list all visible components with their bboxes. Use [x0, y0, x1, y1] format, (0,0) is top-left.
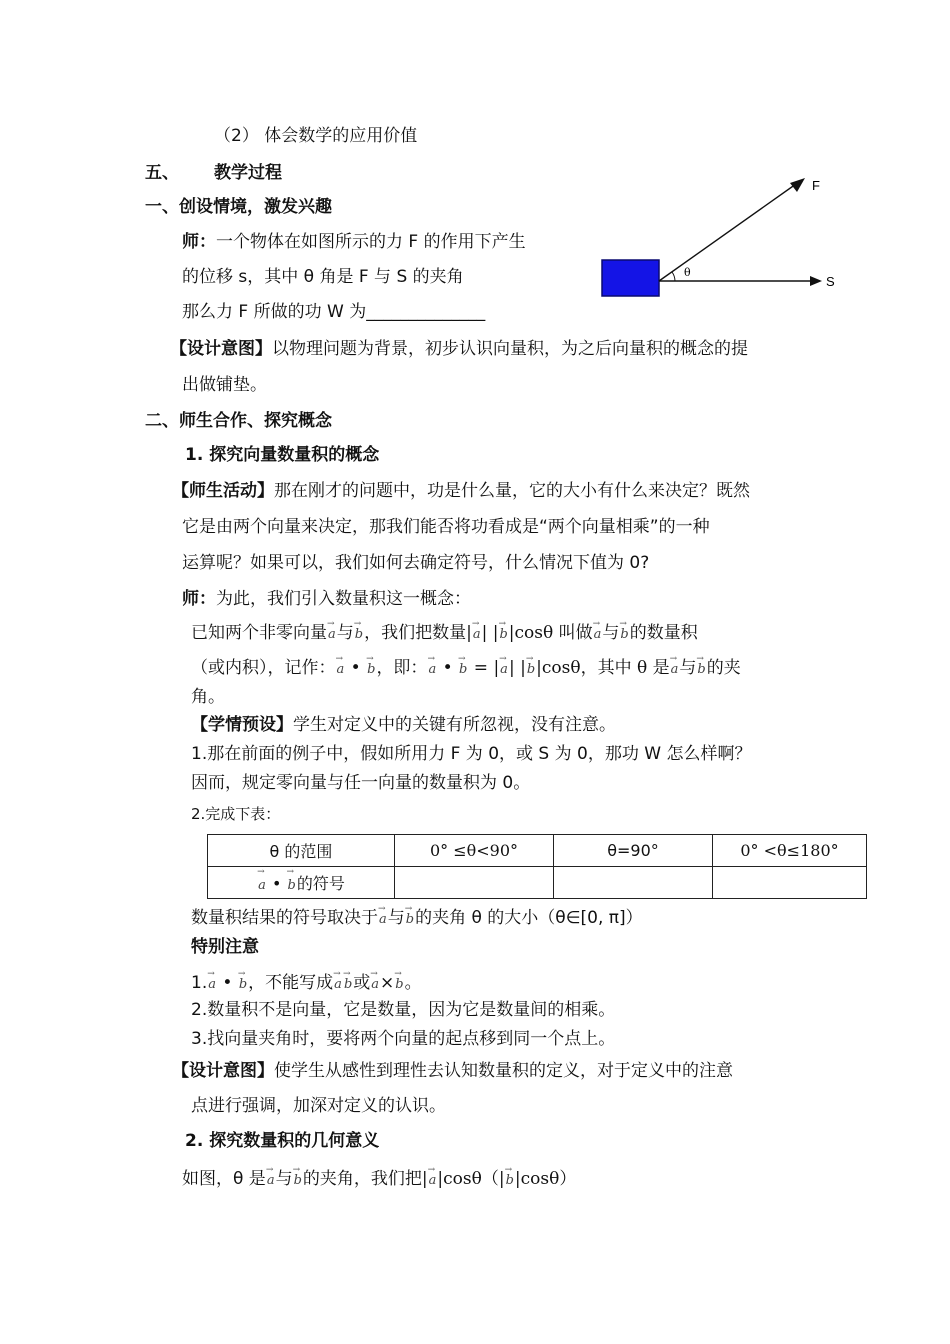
activity-line-1: 【师生活动】那在刚才的问题中，功是什么量，它的大小有什么来决定？既然	[172, 481, 750, 501]
note-3: 3.找向量夹角时，要将两个向量的起点移到同一个点上。	[191, 1029, 616, 1049]
table-row	[208, 867, 867, 899]
definition-line-2: （或内积），记作：→ a • → b，即：→ a • → b = |→ a| |→ b|cosθ，其中 θ 是→ a与→ b的夹	[191, 652, 741, 682]
design-intent-1-line-1: 【设计意图】以物理问题为背景，初步认识向量积，为之后向量积的概念的提	[170, 339, 748, 359]
definition-line-3: 角。	[191, 687, 225, 707]
question-1: 1.那在前面的例子中，假如所用力 F 为 0，或 S 为 0，那功 W 怎么样啊？	[191, 744, 752, 764]
geometric-meaning-line: 如图，θ 是→ a与→ b的夹角，我们把|→ a|cosθ（|→ b|cosθ）	[182, 1163, 576, 1193]
section-five-number: 五、	[145, 163, 179, 183]
force-diagram	[600, 170, 850, 310]
design-intent-2-line-2: 点进行强调，加深对定义的认识。	[191, 1096, 446, 1116]
definition-line-1: 已知两个非零向量→ a与→ b，我们把数量|→ a| |→ b|cosθ 叫做→ a与→ b的数量积	[191, 617, 698, 647]
answer-blank: ______________	[366, 302, 486, 322]
teacher-line-3: 那么力 F 所做的功 W 为______________	[182, 302, 486, 322]
teacher-line-1: 师：一个物体在如图所示的力 F 的作用下产生	[182, 232, 526, 252]
section-one-title: 一、创设情境，激发兴趣	[145, 197, 332, 217]
table-header-range: θ 的范围	[208, 835, 395, 867]
force-label: F	[812, 178, 820, 193]
design-intent-1-line-2: 出做铺垫。	[182, 375, 267, 395]
table-cell-empty[interactable]	[554, 867, 713, 899]
object-block	[602, 260, 659, 296]
note-1: 1.→ a • → b，不能写成→ a→ b或→ a×→ b。	[191, 967, 422, 997]
teacher-intro-line: 师：为此，我们引入数量积这一概念：	[182, 589, 471, 609]
table-header-acute: 0° ≤θ<90°	[395, 835, 554, 867]
question-1-conclusion: 因而，规定零向量与任一向量的数量积为 0。	[191, 773, 531, 793]
angle-arc	[672, 272, 675, 281]
design-intent-2-line-1: 【设计意图】使学生从感性到理性去认知数量积的定义，对于定义中的注意	[172, 1061, 733, 1081]
table-cell-empty[interactable]	[395, 867, 554, 899]
vector-a: → a	[328, 617, 336, 647]
activity-line-3: 运算呢？如果可以，我们如何去确定符号，什么情况下值为 0?	[182, 553, 650, 573]
table-row	[208, 835, 867, 867]
table-header-right: θ=90°	[554, 835, 713, 867]
objective-line: （2） 体会数学的应用价值	[214, 126, 418, 146]
force-line	[659, 184, 796, 281]
table-row-label: → a • → b的符号	[208, 867, 395, 899]
teacher-label: 师：	[182, 232, 216, 252]
sign-conclusion: 数量积结果的符号取决于→ a与→ b的夹角 θ 的大小（θ∈[0, π]）	[191, 902, 643, 932]
section-two-title: 二、师生合作、探究概念	[145, 411, 332, 431]
displacement-label: S	[826, 274, 835, 289]
question-2: 2.完成下表：	[191, 805, 281, 823]
notes-title: 特别注意	[191, 937, 259, 957]
theta-label: θ	[684, 266, 691, 279]
sign-table	[207, 834, 867, 899]
subsection-1-title: 1. 探究向量数量积的概念	[185, 445, 380, 465]
note-2: 2.数量积不是向量，它是数量，因为它是数量间的相乘。	[191, 1000, 616, 1020]
vector-b: → b	[355, 617, 363, 647]
preset-line: 【学情预设】学生对定义中的关键有所忽视，没有注意。	[191, 715, 616, 735]
force-arrowhead	[790, 178, 805, 192]
activity-line-2: 它是由两个向量来决定，那我们能否将功看成是“两个向量相乘”的一种	[182, 517, 710, 537]
teacher-line-2: 的位移 s，其中 θ 角是 F 与 S 的夹角	[182, 267, 464, 287]
section-five-title: 教学过程	[214, 163, 282, 183]
subsection-2-title: 2. 探究数量积的几何意义	[185, 1131, 380, 1151]
table-header-obtuse: 0° <θ≤180°	[713, 835, 867, 867]
table-cell-empty[interactable]	[713, 867, 867, 899]
displacement-arrowhead	[810, 276, 822, 286]
